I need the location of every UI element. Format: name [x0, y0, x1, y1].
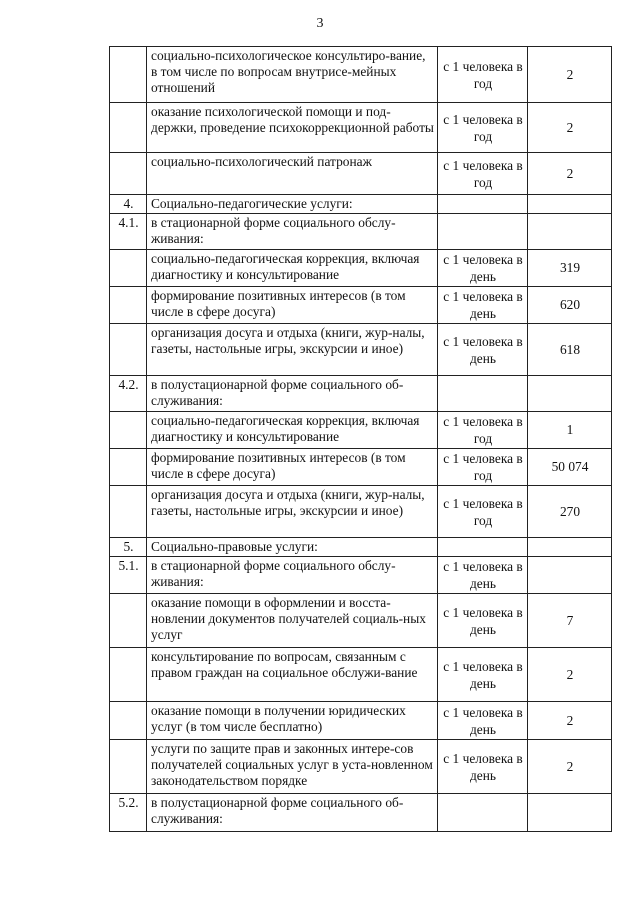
service-frequency: с 1 человека в день — [438, 557, 528, 594]
row-number: 5.1. — [110, 557, 147, 594]
row-number — [110, 594, 147, 648]
service-volume: 2 — [528, 702, 612, 740]
service-volume — [528, 195, 612, 214]
table-row — [110, 648, 612, 702]
table-row — [110, 449, 612, 486]
service-name: в полустационарной форме социального об-служивания: — [147, 794, 438, 832]
service-frequency: с 1 человека в год — [438, 486, 528, 538]
service-frequency: с 1 человека в день — [438, 324, 528, 376]
service-name: организация досуга и отдыха (книги, жур-налы, газеты, настольные игры, экскурсии и иное) — [147, 486, 438, 538]
service-frequency: с 1 человека в год — [438, 449, 528, 486]
service-name: формирование позитивных интересов (в том числе в сфере досуга) — [147, 449, 438, 486]
row-number: 4. — [110, 195, 147, 214]
service-name: организация досуга и отдыха (книги, жур-налы, газеты, настольные игры, экскурсии и иное) — [147, 324, 438, 376]
service-name: консультирование по вопросам, связанным с правом граждан на социальное обслужи-вание — [147, 648, 438, 702]
row-number — [110, 103, 147, 153]
service-name: в стационарной форме социального обслу-живания: — [147, 557, 438, 594]
service-volume: 319 — [528, 250, 612, 287]
service-name: социально-психологический патронаж — [147, 153, 438, 195]
row-number — [110, 486, 147, 538]
row-number — [110, 412, 147, 449]
service-frequency: с 1 человека в год — [438, 412, 528, 449]
table-row — [110, 195, 612, 214]
service-frequency: с 1 человека в год — [438, 153, 528, 195]
row-number — [110, 648, 147, 702]
table-row — [110, 103, 612, 153]
row-number — [110, 287, 147, 324]
service-name: социально-педагогическая коррекция, включая диагностику и консультирование — [147, 412, 438, 449]
table-row — [110, 557, 612, 594]
table-row — [110, 740, 612, 794]
service-name: Социально-правовые услуги: — [147, 538, 438, 557]
table-row — [110, 287, 612, 324]
table-row — [110, 594, 612, 648]
service-volume: 620 — [528, 287, 612, 324]
table-row — [110, 794, 612, 832]
services-table-body — [110, 47, 612, 832]
service-volume: 2 — [528, 153, 612, 195]
table-row — [110, 702, 612, 740]
row-number — [110, 740, 147, 794]
service-frequency: с 1 человека в день — [438, 702, 528, 740]
table-row — [110, 47, 612, 103]
service-name: социально-педагогическая коррекция, включая диагностику и консультирование — [147, 250, 438, 287]
table-row — [110, 486, 612, 538]
row-number: 4.2. — [110, 376, 147, 412]
table-row — [110, 324, 612, 376]
service-frequency: с 1 человека в год — [438, 47, 528, 103]
row-number — [110, 47, 147, 103]
row-number: 4.1. — [110, 214, 147, 250]
service-name: в полустационарной форме социального об-служивания: — [147, 376, 438, 412]
service-frequency — [438, 376, 528, 412]
table-row — [110, 376, 612, 412]
service-volume: 270 — [528, 486, 612, 538]
row-number: 5.2. — [110, 794, 147, 832]
service-frequency: с 1 человека в день — [438, 648, 528, 702]
service-volume: 1 — [528, 412, 612, 449]
service-frequency: с 1 человека в день — [438, 287, 528, 324]
row-number: 5. — [110, 538, 147, 557]
service-name: оказание помощи в оформлении и восста-новлении документов получателей социаль-ных услуг — [147, 594, 438, 648]
service-volume: 2 — [528, 47, 612, 103]
table-row — [110, 412, 612, 449]
service-volume: 618 — [528, 324, 612, 376]
service-name: услуги по защите прав и законных интере-сов получателей социальных услуг в уста-новленном законодательством порядке — [147, 740, 438, 794]
service-frequency: с 1 человека в день — [438, 250, 528, 287]
service-volume — [528, 214, 612, 250]
services-table — [109, 46, 612, 832]
service-frequency: с 1 человека в день — [438, 740, 528, 794]
page-number: 3 — [316, 16, 324, 31]
row-number — [110, 324, 147, 376]
service-volume: 2 — [528, 103, 612, 153]
service-name: в стационарной форме социального обслу-живания: — [147, 214, 438, 250]
service-volume — [528, 557, 612, 594]
service-name: формирование позитивных интересов (в том числе в сфере досуга) — [147, 287, 438, 324]
service-frequency — [438, 195, 528, 214]
service-volume: 2 — [528, 648, 612, 702]
service-frequency — [438, 214, 528, 250]
service-volume — [528, 376, 612, 412]
service-volume: 7 — [528, 594, 612, 648]
row-number — [110, 250, 147, 287]
table-row — [110, 538, 612, 557]
service-volume: 2 — [528, 740, 612, 794]
table-row — [110, 250, 612, 287]
table-row — [110, 214, 612, 250]
row-number — [110, 702, 147, 740]
service-frequency — [438, 538, 528, 557]
service-frequency: с 1 человека в день — [438, 594, 528, 648]
service-name: оказание помощи в получении юридических услуг (в том числе бесплатно) — [147, 702, 438, 740]
service-volume: 50 074 — [528, 449, 612, 486]
service-frequency — [438, 794, 528, 832]
row-number — [110, 153, 147, 195]
service-name: социально-психологическое консультиро-вание, в том числе по вопросам внутрисе-мейных отношений — [147, 47, 438, 103]
table-row — [110, 153, 612, 195]
service-name: оказание психологической помощи и под-держки, проведение психокоррекционной работы — [147, 103, 438, 153]
service-volume — [528, 538, 612, 557]
service-frequency: с 1 человека в год — [438, 103, 528, 153]
service-name: Социально-педагогические услуги: — [147, 195, 438, 214]
service-volume — [528, 794, 612, 832]
row-number — [110, 449, 147, 486]
